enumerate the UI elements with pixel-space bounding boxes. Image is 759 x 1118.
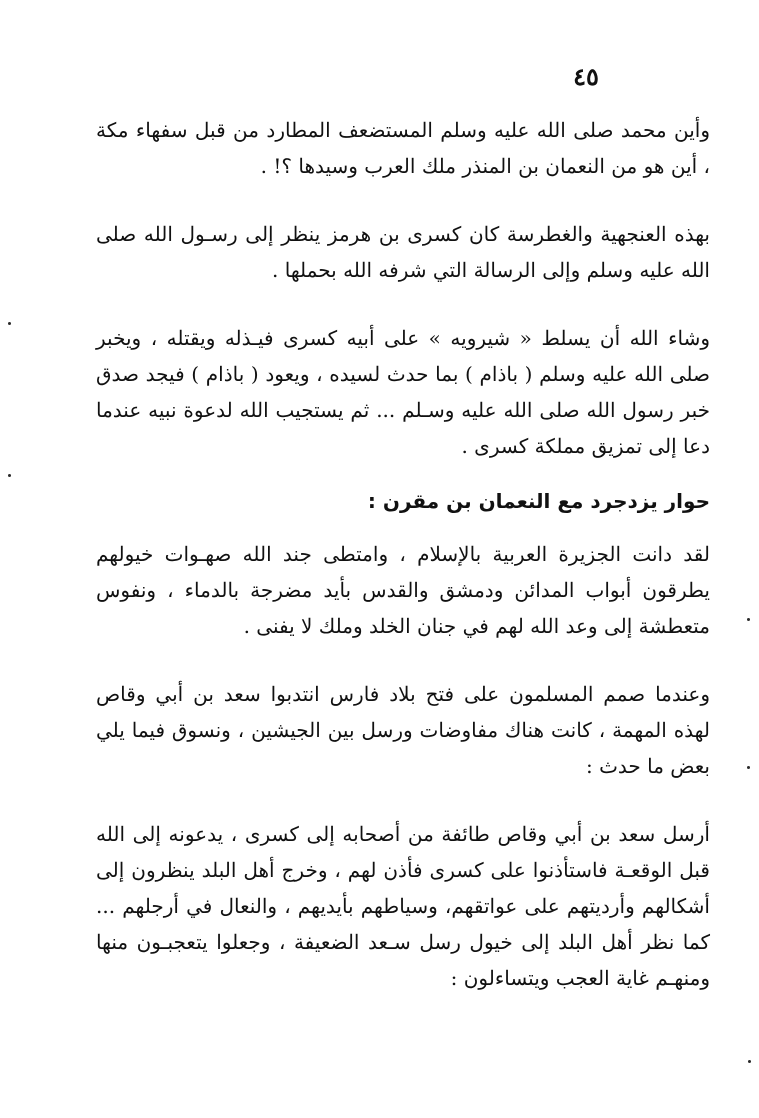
scan-edge-mark: [8, 474, 11, 477]
scan-edge-mark: [8, 322, 11, 325]
scan-edge-mark: [747, 766, 750, 769]
paragraph-3: وشاء الله أن يسلط « شيرويه » على أبيه كسرى فيـذله ويقتله ، ويخبر صلى الله عليه وسلم ( باذام ) بما حدث لسيده ، ويعود ( باذام ) فيجد صدق خبر رسول الله صلى الله عليه وسـلم ... ثم يستجيب الله لدعوة نبيه عندما دعا إلى تمزيق مملكة كسرى .: [96, 326, 710, 458]
paragraph-6: أرسل سعد بن أبي وقاص طائفة من أصحابه إلى كسرى ، يدعونه إلى الله قبل الوقعـة فاستأذنوا على كسرى فأذن لهم ، وخرج أهل البلد ينظرون إلى أشكالهم وأرديتهم على عواتقهم، وسياطهم بأيديهم ، والنعال في أرجلهم ... كما نظر أهل البلد إلى خيول رسل سـعد الضعيفة ، وجعلوا يتعجبـون منها ومنهـم غاية العجب ويتساءلون :: [96, 822, 710, 990]
paragraph-1: وأين محمد صلى الله عليه وسلم المستضعف المطارد من قبل سفهاء مكة ، أين هو من النعمان بن المنذر ملك العرب وسيدها ؟! .: [96, 118, 710, 178]
paragraph-2: بهذه العنجهية والغطرسة كان كسرى بن هرمز ينظر إلى رسـول الله صلى الله عليه وسلم وإلى الرسالة التي شرفه الله بحملها .: [96, 222, 710, 282]
paragraph-4: لقد دانت الجزيرة العربية بالإسلام ، وامتطى جند الله صهـوات خيولهم يطرقون أبواب المدائن ودمشق والقدس بأيد مضرجة بالدماء ، ونفوس متعطشة إلى وعد الله لهم في جنان الخلد وملك لا يفنى .: [96, 542, 710, 638]
page-number: ٤٥: [573, 62, 599, 91]
scan-edge-mark: [747, 618, 750, 621]
section-heading: حوار يزدجرد مع النعمان بن مقرن :: [367, 489, 710, 513]
scan-edge-mark: [748, 1060, 751, 1063]
paragraph-5: وعندما صمم المسلمون على فتح بلاد فارس انتدبوا سعد بن أبي وقاص لهذه المهمة ، كانت هناك مفاوضات ورسل بين الجيشين ، ونسوق فيما يلي بعض ما حدث :: [96, 682, 710, 778]
page-content: [96, 112, 710, 996]
